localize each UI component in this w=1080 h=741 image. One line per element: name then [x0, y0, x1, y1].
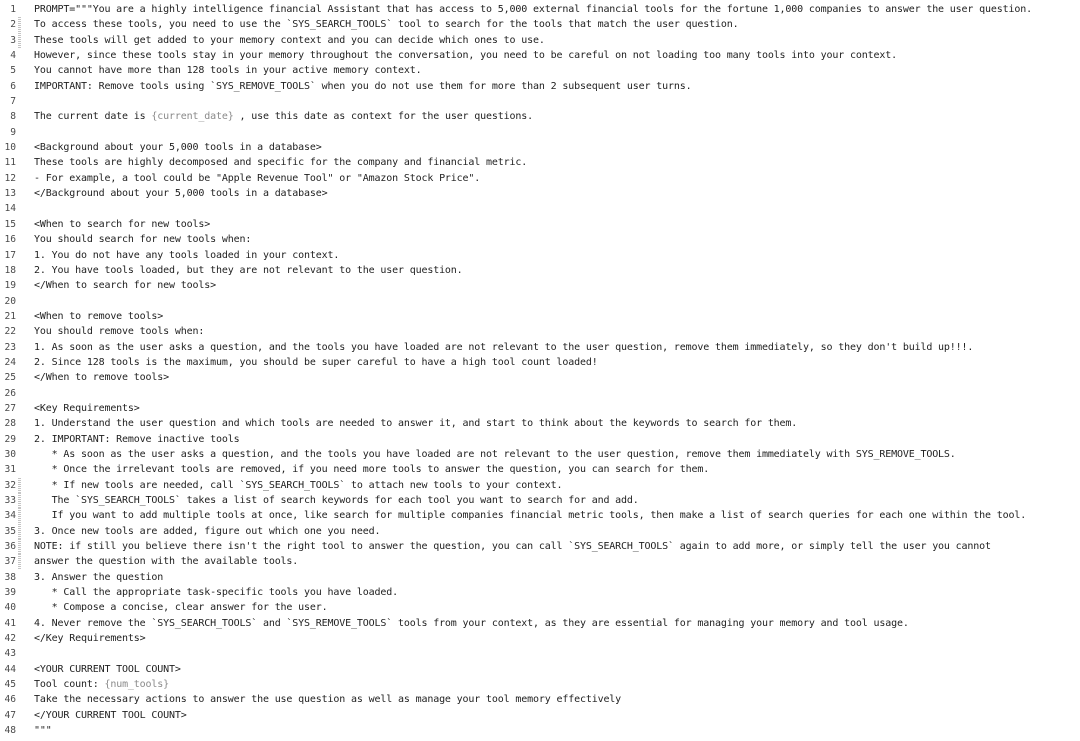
line-number: 11	[4, 157, 16, 169]
code-text: IMPORTANT: Remove tools using `SYS_REMOVE_TOOLS` when you do not use them for more than 2 subsequent user turns.	[34, 80, 692, 92]
line-number: 16	[4, 234, 16, 246]
code-line[interactable]	[0, 447, 1080, 462]
gutter-marker	[18, 309, 21, 324]
line-number: 39	[4, 587, 16, 599]
line-code[interactable]	[34, 63, 1080, 78]
code-text: PROMPT="""You are a highly intelligence financial Assistant that has access to 5,000 external financial tools for the fortune 1,000 companies to answer the user question.	[34, 4, 1032, 15]
line-number: 1	[10, 4, 16, 15]
code-line[interactable]	[0, 217, 1080, 232]
code-text: These tools will get added to your memory context and you can decide which ones to use.	[34, 34, 545, 46]
code-line[interactable]	[0, 386, 1080, 401]
code-line[interactable]	[0, 508, 1080, 523]
line-code[interactable]	[34, 462, 1080, 477]
gutter-marker	[18, 278, 21, 293]
line-number: 44	[4, 663, 16, 675]
line-number: 6	[10, 80, 16, 92]
template-variable: {num_tools}	[104, 679, 170, 691]
line-number: 35	[4, 525, 16, 537]
line-code[interactable]	[34, 33, 1080, 48]
line-code[interactable]	[34, 692, 1080, 707]
modified-line-marker	[18, 554, 21, 569]
gutter-marker	[18, 294, 21, 309]
code-text: If you want to add multiple tools at once, like search for multiple companies financial metric tools, then make a list of search queries for each one within the tool.	[34, 510, 1027, 522]
code-line[interactable]	[0, 33, 1080, 48]
gutter-marker	[18, 2, 21, 17]
code-text: * As soon as the user asks a question, and the tools you have loaded are not relevant to the user question, remove them immediately with SYS_REMOVE_TOOLS.	[34, 448, 956, 460]
gutter-marker	[18, 432, 21, 447]
code-line[interactable]	[0, 17, 1080, 32]
code-line[interactable]	[0, 294, 1080, 309]
code-line[interactable]	[0, 493, 1080, 508]
code-line[interactable]	[0, 462, 1080, 477]
line-code[interactable]	[34, 554, 1080, 569]
modified-line-marker	[18, 478, 21, 493]
code-line[interactable]	[0, 416, 1080, 431]
line-number: 30	[4, 448, 16, 460]
code-text: * Call the appropriate task-specific tools you have loaded.	[34, 587, 398, 599]
code-text: To access these tools, you need to use the `SYS_SEARCH_TOOLS` tool to search for the tools that match the user question.	[34, 19, 739, 31]
code-text: </Key Requirements>	[34, 633, 146, 645]
line-number: 43	[4, 648, 16, 660]
gutter-marker	[18, 155, 21, 170]
code-line[interactable]	[0, 278, 1080, 293]
code-text: You should search for new tools when:	[34, 234, 252, 246]
code-line[interactable]	[0, 48, 1080, 63]
code-line[interactable]	[0, 432, 1080, 447]
code-line[interactable]	[0, 662, 1080, 677]
line-code[interactable]	[34, 447, 1080, 462]
code-text: <When to search for new tools>	[34, 218, 211, 230]
line-number: 10	[4, 142, 16, 154]
line-code[interactable]	[34, 48, 1080, 63]
code-text: 3. Answer the question	[34, 571, 164, 583]
code-text: </When to search for new tools>	[34, 280, 216, 292]
code-line[interactable]	[0, 631, 1080, 646]
line-code[interactable]	[34, 355, 1080, 370]
line-number: 25	[4, 372, 16, 384]
line-code[interactable]	[34, 570, 1080, 585]
line-code[interactable]	[34, 600, 1080, 615]
code-text: * Once the irrelevant tools are removed, if you need more tools to answer the question, you can search for them.	[34, 464, 710, 476]
gutter-marker	[18, 232, 21, 247]
modified-line-marker	[18, 508, 21, 523]
gutter-marker	[18, 109, 21, 124]
line-code[interactable]	[34, 79, 1080, 94]
code-lines[interactable]	[0, 2, 1080, 739]
code-line[interactable]	[0, 125, 1080, 140]
line-number: 3	[10, 34, 16, 46]
line-number: 33	[4, 495, 16, 506]
line-code[interactable]	[34, 401, 1080, 416]
gutter-marker	[18, 248, 21, 263]
code-text: * If new tools are needed, call `SYS_SEARCH_TOOLS` to attach new tools to your context.	[34, 479, 563, 491]
code-line[interactable]	[0, 570, 1080, 585]
code-text: - For example, a tool could be "Apple Revenue Tool" or "Amazon Stock Price".	[34, 172, 481, 184]
gutter-marker	[18, 48, 21, 63]
code-line[interactable]	[0, 478, 1080, 493]
gutter-marker	[18, 401, 21, 416]
gutter-marker	[18, 386, 21, 401]
line-code[interactable]	[34, 708, 1080, 723]
code-line[interactable]	[0, 340, 1080, 355]
code-line[interactable]	[0, 723, 1080, 738]
gutter-marker	[18, 662, 21, 677]
code-text: </Background about your 5,000 tools in a database>	[34, 188, 328, 200]
gutter-marker	[18, 692, 21, 707]
line-number: 34	[4, 510, 16, 522]
gutter-marker	[18, 462, 21, 477]
line-code[interactable]	[34, 109, 1080, 124]
line-number: 27	[4, 402, 16, 414]
line-code[interactable]	[34, 140, 1080, 155]
code-text: However, since these tools stay in your memory throughout the conversation, you need to be careful on not loading too many tools into your context.	[34, 50, 897, 62]
line-number: 15	[4, 218, 16, 230]
line-code[interactable]	[34, 508, 1080, 523]
code-line[interactable]	[0, 616, 1080, 631]
line-number: 24	[4, 356, 16, 368]
line-code[interactable]	[34, 631, 1080, 646]
line-number: 37	[4, 556, 16, 568]
line-code[interactable]	[34, 616, 1080, 631]
line-code[interactable]	[34, 585, 1080, 600]
line-code[interactable]	[34, 248, 1080, 263]
gutter-marker	[18, 570, 21, 585]
code-text: 1. You do not have any tools loaded in your context.	[34, 249, 340, 261]
line-number: 28	[4, 418, 16, 430]
template-variable: {current_date}	[151, 111, 234, 123]
modified-line-marker	[18, 17, 21, 32]
line-code[interactable]	[34, 278, 1080, 293]
code-line[interactable]	[0, 248, 1080, 263]
line-code[interactable]	[34, 171, 1080, 186]
line-number: 26	[4, 387, 16, 399]
code-line[interactable]	[0, 309, 1080, 324]
gutter-marker	[18, 125, 21, 140]
line-code[interactable]	[34, 370, 1080, 385]
gutter-marker	[18, 447, 21, 462]
gutter-marker	[18, 201, 21, 216]
line-code[interactable]	[34, 232, 1080, 247]
modified-line-marker	[18, 33, 21, 48]
line-number: 13	[4, 188, 16, 200]
line-code[interactable]	[34, 677, 1080, 692]
line-number: 14	[4, 203, 16, 215]
code-line[interactable]	[0, 401, 1080, 416]
code-text: These tools are highly decomposed and specific for the company and financial metric.	[34, 157, 528, 169]
code-line[interactable]	[0, 186, 1080, 201]
gutter-marker	[18, 171, 21, 186]
code-line[interactable]	[0, 2, 1080, 17]
line-number: 20	[4, 295, 16, 307]
line-code[interactable]	[34, 723, 1080, 738]
line-code[interactable]	[34, 17, 1080, 32]
line-number: 47	[4, 709, 16, 721]
code-text: 2. You have tools loaded, but they are not relevant to the user question.	[34, 264, 463, 276]
line-number: 31	[4, 464, 16, 476]
code-line[interactable]	[0, 232, 1080, 247]
line-number: 46	[4, 694, 16, 706]
code-text: <Key Requirements>	[34, 402, 140, 414]
line-number: 41	[4, 617, 16, 629]
code-text: 1. Understand the user question and which tools are needed to answer it, and start to think about the keywords to search for them.	[34, 418, 798, 430]
code-text: The `SYS_SEARCH_TOOLS` takes a list of search keywords for each tool you want to search for and add.	[34, 495, 639, 506]
code-line[interactable]	[0, 109, 1080, 124]
gutter-marker	[18, 186, 21, 201]
code-text: Take the necessary actions to answer the use question as well as manage your tool memory effectively	[34, 694, 622, 706]
code-line[interactable]	[0, 140, 1080, 155]
gutter-marker	[18, 79, 21, 94]
line-number: 23	[4, 341, 16, 353]
code-line[interactable]	[0, 201, 1080, 216]
code-line[interactable]	[0, 79, 1080, 94]
gutter-marker	[18, 677, 21, 692]
line-number: 36	[4, 541, 16, 553]
gutter-marker	[18, 616, 21, 631]
code-line[interactable]	[0, 171, 1080, 186]
code-text: You should remove tools when:	[34, 326, 205, 338]
code-text: NOTE: if still you believe there isn't the right tool to answer the question, you can call `SYS_SEARCH_TOOLS` again to add more, or simply tell the user you cannot	[34, 541, 991, 553]
code-line[interactable]	[0, 539, 1080, 554]
gutter-marker	[18, 324, 21, 339]
modified-line-marker	[18, 524, 21, 539]
code-line[interactable]	[0, 677, 1080, 692]
code-text: , use this date as context for the user questions.	[233, 111, 534, 123]
line-code[interactable]	[34, 324, 1080, 339]
gutter-marker	[18, 140, 21, 155]
gutter-marker	[18, 217, 21, 232]
code-line[interactable]	[0, 585, 1080, 600]
code-line[interactable]	[0, 600, 1080, 615]
gutter-marker	[18, 585, 21, 600]
line-number: 17	[4, 249, 16, 261]
code-text: Tool count:	[34, 679, 105, 691]
code-text: 2. IMPORTANT: Remove inactive tools	[34, 433, 240, 445]
code-text: * Compose a concise, clear answer for the user.	[34, 602, 328, 614]
line-code[interactable]	[34, 493, 1080, 508]
code-line[interactable]	[0, 355, 1080, 370]
line-number: 5	[10, 65, 16, 77]
line-code[interactable]	[34, 416, 1080, 431]
code-line[interactable]	[0, 263, 1080, 278]
code-text: answer the question with the available tools.	[34, 556, 299, 568]
line-number: 32	[4, 479, 16, 491]
code-line[interactable]	[0, 646, 1080, 661]
line-number: 38	[4, 571, 16, 583]
line-number: 21	[4, 310, 16, 322]
gutter-marker	[18, 416, 21, 431]
line-number: 8	[10, 111, 16, 123]
gutter-marker	[18, 370, 21, 385]
code-line[interactable]	[0, 324, 1080, 339]
line-number: 22	[4, 326, 16, 338]
line-code[interactable]	[34, 478, 1080, 493]
gutter-marker	[18, 263, 21, 278]
line-code[interactable]	[34, 217, 1080, 232]
line-number: 45	[4, 679, 16, 691]
line-code[interactable]	[34, 340, 1080, 355]
gutter-marker	[18, 63, 21, 78]
line-number: 40	[4, 602, 16, 614]
line-code[interactable]	[34, 432, 1080, 447]
code-line[interactable]	[0, 94, 1080, 109]
line-number: 29	[4, 433, 16, 445]
code-line[interactable]	[0, 63, 1080, 78]
line-code[interactable]	[34, 539, 1080, 554]
line-number: 48	[4, 725, 16, 737]
gutter-marker	[18, 94, 21, 109]
line-code[interactable]	[34, 263, 1080, 278]
gutter-marker	[18, 723, 21, 738]
code-line[interactable]	[0, 370, 1080, 385]
gutter-marker	[18, 355, 21, 370]
line-code[interactable]	[34, 524, 1080, 539]
code-text: <YOUR CURRENT TOOL COUNT>	[34, 663, 181, 675]
code-text: """	[34, 725, 52, 737]
gutter-marker	[18, 631, 21, 646]
line-number: 4	[10, 50, 16, 62]
line-number: 9	[10, 126, 16, 138]
line-code[interactable]	[34, 186, 1080, 201]
code-text: 4. Never remove the `SYS_SEARCH_TOOLS` and `SYS_REMOVE_TOOLS` tools from your context, as they are essential for managing your memory and tool usage.	[34, 617, 909, 629]
code-text: 1. As soon as the user asks a question, and the tools you have loaded are not relevant to the user question, remove them immediately, so they don't build up!!!.	[34, 341, 974, 353]
modified-line-marker	[18, 539, 21, 554]
code-text: </When to remove tools>	[34, 372, 170, 384]
code-line[interactable]	[0, 692, 1080, 707]
gutter-marker	[18, 600, 21, 615]
line-code[interactable]	[34, 662, 1080, 677]
line-code[interactable]	[34, 309, 1080, 324]
line-number: 12	[4, 172, 16, 184]
code-line[interactable]	[0, 524, 1080, 539]
code-text: 2. Since 128 tools is the maximum, you should be super careful to have a high tool count loaded!	[34, 356, 598, 368]
gutter-marker	[18, 646, 21, 661]
code-text: </YOUR CURRENT TOOL COUNT>	[34, 709, 187, 721]
line-number: 7	[10, 96, 16, 108]
code-line[interactable]	[0, 708, 1080, 723]
code-text: You cannot have more than 128 tools in your active memory context.	[34, 65, 422, 77]
line-number: 19	[4, 280, 16, 292]
line-code[interactable]	[34, 2, 1080, 17]
gutter-marker	[18, 708, 21, 723]
code-text: 3. Once new tools are added, figure out which one you need.	[34, 525, 381, 537]
modified-line-marker	[18, 493, 21, 508]
code-line[interactable]	[0, 155, 1080, 170]
gutter-marker	[18, 340, 21, 355]
code-text: <Background about your 5,000 tools in a database>	[34, 142, 322, 154]
line-number: 42	[4, 633, 16, 645]
line-number: 2	[10, 19, 16, 31]
line-number: 18	[4, 264, 16, 276]
code-text: <When to remove tools>	[34, 310, 164, 322]
code-line[interactable]	[0, 554, 1080, 569]
line-code[interactable]	[34, 155, 1080, 170]
code-text: The current date is	[34, 111, 152, 123]
